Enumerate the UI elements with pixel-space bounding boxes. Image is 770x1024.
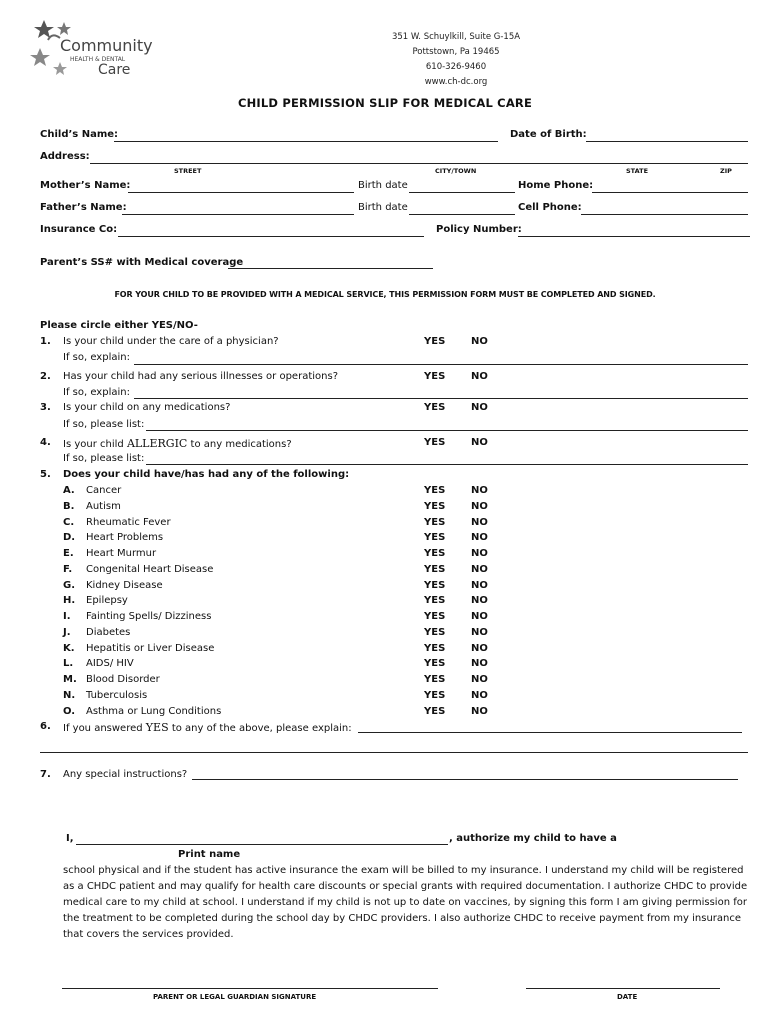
q4-list-field[interactable] xyxy=(146,464,748,465)
print-name-field[interactable] xyxy=(76,844,448,845)
father-birth-label: Birth date xyxy=(358,202,408,213)
condition-yes[interactable]: YES xyxy=(424,580,446,591)
parent-signature-label: PARENT OR LEGAL GUARDIAN SIGNATURE xyxy=(153,993,317,1001)
insurance-label: Insurance Co: xyxy=(40,224,118,235)
condition-yes[interactable]: YES xyxy=(424,517,446,528)
mother-birth-label: Birth date xyxy=(358,180,408,191)
address-city: Pottstown, Pa 19465 xyxy=(412,47,500,57)
father-birth-field[interactable] xyxy=(409,214,515,215)
condition-name: AIDS/ HIV xyxy=(86,658,134,669)
condition-letter: F. xyxy=(63,564,73,575)
condition-yes[interactable]: YES xyxy=(424,658,446,669)
condition-name: Hepatitis or Liver Disease xyxy=(86,643,215,654)
q2-text: Has your child had any serious illnesses or operations? xyxy=(63,371,338,382)
q1-explain-field[interactable] xyxy=(134,364,748,365)
q1-no[interactable]: NO xyxy=(471,336,488,347)
condition-letter: D. xyxy=(63,532,76,543)
q2-no[interactable]: NO xyxy=(471,371,488,382)
q3-no[interactable]: NO xyxy=(471,402,488,413)
notice-text: FOR YOUR CHILD TO BE PROVIDED WITH A MEDICAL SERVICE, THIS PERMISSION FORM MUST BE COMPLETED AND SIGNED. xyxy=(114,290,656,299)
zip-sublabel: ZIP xyxy=(720,167,732,175)
q1-number: 1. xyxy=(40,336,51,347)
q3-follow: If so, please list: xyxy=(63,419,145,430)
condition-letter: E. xyxy=(63,548,74,559)
condition-no[interactable]: NO xyxy=(471,706,488,717)
condition-yes[interactable]: YES xyxy=(424,690,446,701)
condition-name: Epilepsy xyxy=(86,595,128,606)
condition-letter: K. xyxy=(63,643,75,654)
q1-follow: If so, explain: xyxy=(63,352,130,363)
father-name-field[interactable] xyxy=(122,214,354,215)
authorize-i: I, xyxy=(66,833,74,844)
address-phone: 610-326-9460 xyxy=(425,62,487,72)
child-name-field[interactable] xyxy=(114,141,498,142)
condition-letter: B. xyxy=(63,501,75,512)
condition-letter: G. xyxy=(63,580,76,591)
q2-follow: If so, explain: xyxy=(63,387,130,398)
condition-yes[interactable]: YES xyxy=(424,674,446,685)
cell-phone-field[interactable] xyxy=(581,214,748,215)
dob-field[interactable] xyxy=(586,141,748,142)
mother-name-label: Mother’s Name: xyxy=(40,180,131,191)
condition-letter: O. xyxy=(63,706,76,717)
condition-letter: J. xyxy=(63,627,71,638)
father-name-label: Father’s Name: xyxy=(40,202,127,213)
ssn-field[interactable] xyxy=(228,268,433,269)
street-sublabel: STREET xyxy=(174,167,202,175)
mother-name-field[interactable] xyxy=(128,192,354,193)
q6-text-yes: YES xyxy=(145,721,169,734)
condition-name: Kidney Disease xyxy=(86,580,163,591)
condition-letter: H. xyxy=(63,595,76,606)
state-sublabel: STATE xyxy=(626,167,649,175)
q7-instructions-field[interactable] xyxy=(192,779,738,780)
condition-no[interactable]: NO xyxy=(471,532,488,543)
q3-list-field[interactable] xyxy=(146,430,748,431)
q6-text-post: to any of the above, please explain: xyxy=(171,723,352,734)
condition-yes[interactable]: YES xyxy=(424,611,446,622)
q4-text-post: to any medications? xyxy=(190,439,292,450)
condition-name: Rheumatic Fever xyxy=(86,517,171,528)
condition-yes[interactable]: YES xyxy=(424,627,446,638)
condition-yes[interactable]: YES xyxy=(424,595,446,606)
q1-text: Is your child under the care of a physician? xyxy=(63,336,279,347)
address-web: www.ch-dc.org xyxy=(424,77,488,87)
condition-letter: N. xyxy=(63,690,76,701)
condition-letter: M. xyxy=(63,674,77,685)
condition-yes[interactable]: YES xyxy=(424,532,446,543)
condition-no[interactable]: NO xyxy=(471,627,488,638)
condition-no[interactable]: NO xyxy=(471,611,488,622)
mother-birth-field[interactable] xyxy=(409,192,515,193)
condition-name: Diabetes xyxy=(86,627,131,638)
condition-no[interactable]: NO xyxy=(471,674,488,685)
q6-explain-field[interactable] xyxy=(358,732,742,733)
condition-yes[interactable]: YES xyxy=(424,643,446,654)
q2-yes[interactable]: YES xyxy=(424,371,446,382)
condition-name: Autism xyxy=(86,501,121,512)
child-name-label: Child’s Name: xyxy=(40,129,119,140)
condition-name: Tuberculosis xyxy=(86,690,148,701)
condition-no[interactable]: NO xyxy=(471,643,488,654)
condition-no[interactable]: NO xyxy=(471,690,488,701)
condition-no[interactable]: NO xyxy=(471,485,488,496)
condition-no[interactable]: NO xyxy=(471,595,488,606)
q5-number: 5. xyxy=(40,469,51,480)
q4-number: 4. xyxy=(40,437,51,448)
q4-text-pre: Is your child xyxy=(63,439,124,450)
policy-label: Policy Number: xyxy=(436,224,522,235)
q2-number: 2. xyxy=(40,371,51,382)
condition-no[interactable]: NO xyxy=(471,548,488,559)
condition-name: Asthma or Lung Conditions xyxy=(86,706,222,717)
address-field[interactable] xyxy=(90,163,748,164)
q6-text xyxy=(63,721,352,734)
q3-text: Is your child on any medications? xyxy=(63,402,231,413)
condition-name: Congenital Heart Disease xyxy=(86,564,214,575)
ssn-label: Parent’s SS# with Medical coverage xyxy=(40,257,244,268)
q3-yes[interactable]: YES xyxy=(424,402,446,413)
home-phone-field[interactable] xyxy=(592,192,748,193)
q4-text xyxy=(63,437,292,450)
condition-yes[interactable]: YES xyxy=(424,485,446,496)
address-label: Address: xyxy=(40,151,90,162)
policy-field[interactable] xyxy=(518,236,750,237)
condition-no[interactable]: NO xyxy=(471,501,488,512)
q7-text: Any special instructions? xyxy=(63,769,188,780)
condition-name: Blood Disorder xyxy=(86,674,160,685)
q2-explain-field[interactable] xyxy=(134,398,748,399)
condition-no[interactable]: NO xyxy=(471,517,488,528)
consent-paragraph: school physical and if the student has active insurance the exam will be billed to my insurance. I understand my child will be registered as a CHDC patient and may qualify for health care discounts or special grants with required documentation. I authorize CHDC to provide medical care to my child at school. I understand if my child is not up to date on vaccines, by signing this form I am giving permission for the treatment to be completed during the school day by CHDC providers. I also authorize CHDC to receive payment from my insurance that covers the services provided. xyxy=(63,865,748,940)
home-phone-label: Home Phone: xyxy=(518,180,594,191)
condition-yes[interactable]: YES xyxy=(424,548,446,559)
condition-letter: C. xyxy=(63,517,75,528)
q4-text-allergic: ALLERGIC xyxy=(126,437,188,450)
q5-text: Does your child have/has had any of the following: xyxy=(63,469,350,480)
condition-name: Fainting Spells/ Dizziness xyxy=(86,611,212,622)
condition-letter: L. xyxy=(63,658,74,669)
q1-yes[interactable]: YES xyxy=(424,336,446,347)
community-health-logo xyxy=(30,18,153,84)
insurance-field[interactable] xyxy=(118,236,424,237)
logo-health-text: HEALTH & DENTAL xyxy=(70,56,126,63)
condition-name: Heart Murmur xyxy=(86,548,157,559)
q6-text-pre: If you answered xyxy=(63,723,143,734)
parent-signature-field[interactable] xyxy=(62,988,438,989)
condition-no[interactable]: NO xyxy=(471,580,488,591)
condition-letter: I. xyxy=(63,611,71,622)
cell-phone-label: Cell Phone: xyxy=(518,202,582,213)
logo-community-text: Community xyxy=(60,36,153,55)
condition-yes[interactable]: YES xyxy=(424,564,446,575)
condition-name: Cancer xyxy=(86,485,122,496)
condition-letter: A. xyxy=(63,485,75,496)
q4-no[interactable]: NO xyxy=(471,437,488,448)
condition-yes[interactable]: YES xyxy=(424,501,446,512)
clinic-address xyxy=(340,30,572,90)
instructions-text: Please circle either YES/NO- xyxy=(40,320,198,331)
page-title: CHILD PERMISSION SLIP FOR MEDICAL CARE xyxy=(237,96,533,110)
date-label: DATE xyxy=(617,993,638,1001)
dob-label: Date of Birth: xyxy=(510,129,587,140)
condition-name: Heart Problems xyxy=(86,532,164,543)
q3-number: 3. xyxy=(40,402,51,413)
condition-no[interactable]: NO xyxy=(471,564,488,575)
authorize-text: , authorize my child to have a xyxy=(449,833,617,844)
q4-yes[interactable]: YES xyxy=(424,437,446,448)
q6-number: 6. xyxy=(40,721,51,732)
condition-no[interactable]: NO xyxy=(471,658,488,669)
q4-follow: If so, please list: xyxy=(63,453,145,464)
condition-yes[interactable]: YES xyxy=(424,706,446,717)
city-sublabel: CITY/TOWN xyxy=(435,167,477,175)
logo-care-text: Care xyxy=(98,62,131,78)
address-street: 351 W. Schuylkill, Suite G-15A xyxy=(391,32,521,42)
print-name-label: Print name xyxy=(178,849,241,860)
date-field[interactable] xyxy=(526,988,720,989)
q6-explain-field-2[interactable] xyxy=(40,752,748,753)
q7-number: 7. xyxy=(40,769,51,780)
